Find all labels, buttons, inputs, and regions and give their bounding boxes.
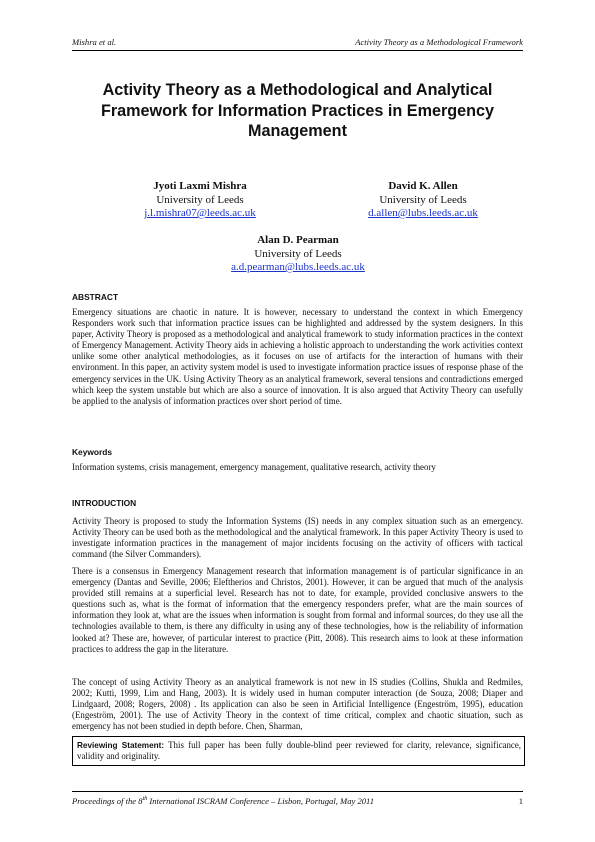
running-header-title: Activity Theory as a Methodological Framework	[355, 37, 523, 47]
abstract-heading: ABSTRACT	[72, 292, 119, 302]
introduction-heading: INTRODUCTION	[72, 498, 137, 508]
page-number: 1	[518, 796, 523, 806]
running-header-authors: Mishra et al.	[72, 37, 117, 47]
author-name: Alan D. Pearman	[257, 234, 339, 246]
reviewing-statement-text: This full paper has been fully double-blind peer reviewed for clarity, relevance, significance, validity and originality.	[77, 740, 522, 762]
author-affiliation: University of Leeds	[156, 193, 244, 206]
introduction-paragraph-1: Activity Theory is proposed to study the Information Systems (IS) needs in any complex situation such as an emergency. Activity Theory can be used both as the methodological and the analytical framework. In this paper Activity Theory is used to investigate information practices in the management of major incidents focusing on the activity of officers with tactical command (the Silver Commanders).	[72, 516, 523, 560]
reviewing-statement-box	[72, 736, 525, 766]
author-block-2	[333, 180, 513, 221]
reviewing-statement-label: Reviewing Statement:	[77, 741, 165, 750]
author-name: Jyoti Laxmi Mishra	[153, 180, 247, 192]
abstract-text: Emergency situations are chaotic in nature. It is however, necessary to understand the context in which Emergency Responders work such that information practice issues can be highlighted and addressed by the system designers. In this paper, Activity Theory is proposed as a methodological and analytical framework to study information practices in the context of Emergency Management. Activity Theory aids in achieving a holistic approach to understanding the work activities context unlike some other analytical methodologies, as it focuses on use of artifacts for the interaction of humans with their environment. In this paper, an activity system model is used to investigate information practice issues of response phase of the emergency services in the UK. Using Activity Theory as an analytical framework, several tensions and contradictions emerged which keep the system unstable but which are also a source of innovation. It is also argued that Activity Theory can usefully be applied to the analysis of information practices over short period of time.	[72, 307, 523, 406]
keywords-text: Information systems, crisis management, emergency management, qualitative research, activity theory	[72, 462, 436, 472]
author-affiliation: University of Leeds	[254, 247, 342, 260]
footer-divider	[72, 791, 523, 792]
author-block-3	[206, 234, 390, 275]
introduction-paragraph-2: There is a consensus in Emergency Management research that information management is of particular significance in an emergency (Dantas and Seville, 2006; Eleftherios and Christos, 2001). However, it can be argued that much of the analysis provided still remains at a superficial level. Research has not to date, for example, provided conclusive answers to the questions such as, what is the format of information that the emergency responders prefer, what are the main sources of information they look at, what are the issues when information is sought from formal and informal sources, do they use all the technologies available to them, is there any difficulty in using any of these technologies, how is the reliability of information looked at? These are, however, of particular interest to practice (Pitt, 2008). This research aims to look at these information practices to address the gap in the literature.	[72, 566, 523, 654]
author-email-link[interactable]: d.allen@lubs.leeds.ac.uk	[368, 207, 478, 219]
author-email-link[interactable]: j.l.mishra07@leeds.ac.uk	[144, 207, 256, 219]
header-divider	[72, 50, 523, 51]
author-affiliation: University of Leeds	[379, 193, 467, 206]
footer-proceedings	[72, 796, 374, 806]
introduction-paragraph-3: The concept of using Activity Theory as an analytical framework is not new in IS studies (Collins, Shukla and Redmiles, 2002; Kutti, 1999, Lim and Hang, 2003). It is widely used in human computer interaction (de Souza, 2008; Diaper and Lindgaard, 2008; Rogers, 2008) . Its application can also be seen in Artificial Intelligence (Engeström, 1995), education (Engeström, 2001). The use of Activity Theory in the context of time critical, complex and chaotic situation, such as emergency has not been studied in depth before. Chen, Sharman,	[72, 677, 523, 732]
author-block-1	[110, 180, 290, 221]
author-email-link[interactable]: a.d.pearman@lubs.leeds.ac.uk	[231, 261, 365, 273]
footer-prefix: Proceedings of the 8	[72, 796, 143, 806]
footer-suffix: International ISCRAM Conference – Lisbon, Portugal, May 2011	[147, 796, 375, 806]
paper-title: Activity Theory as a Methodological and Analytical Framework for Information Practices in Emergency Management	[100, 81, 495, 140]
footer-ordinal: th	[142, 796, 148, 803]
keywords-heading: Keywords	[72, 447, 113, 457]
author-name: David K. Allen	[388, 180, 458, 192]
